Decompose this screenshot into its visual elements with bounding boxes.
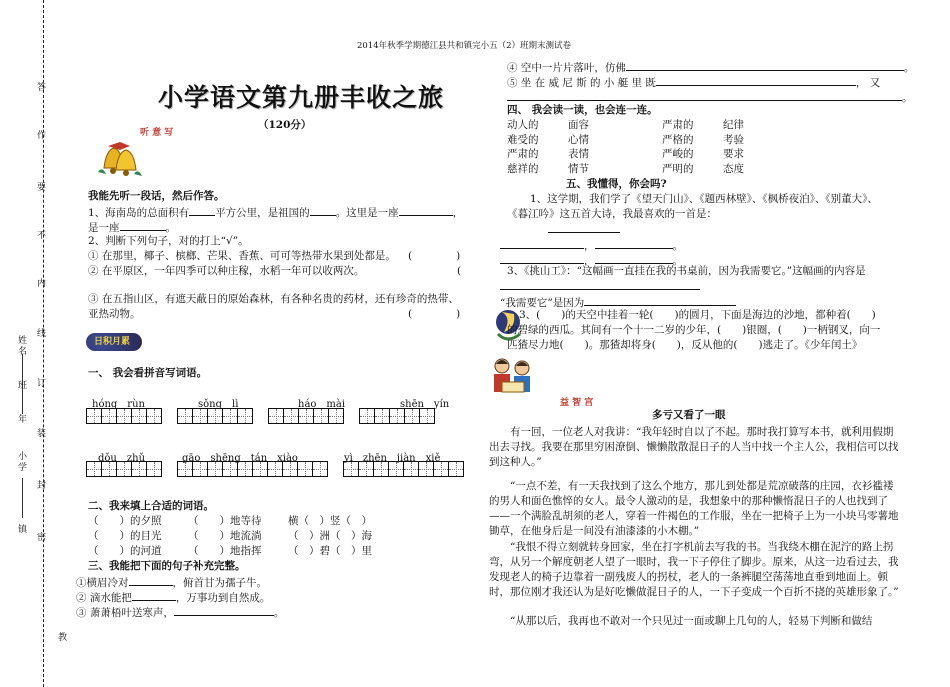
complete-l4: ④ 空中一片片落叶，仿佛 。	[507, 59, 914, 75]
pinyin-2-2: gāo shēng tán xiào	[182, 453, 298, 464]
side-char-xian: 线	[37, 329, 47, 339]
listen-s1: ① 在那里，椰子、槟榔、芒果、香蕉、可可等热带水果到处都是。	[88, 250, 396, 262]
side-ban: 班	[18, 381, 28, 391]
reading-title: 多亏又看了一眼	[652, 409, 726, 421]
q1-blank-status[interactable]	[310, 204, 336, 216]
reading-children-icon	[488, 356, 538, 398]
poem-blanks-row1: ， 。	[500, 237, 683, 253]
q1-text-a: 1、海南岛的总面积有	[88, 207, 190, 219]
complete-blank-5a[interactable]	[656, 74, 856, 86]
complete-l5-cont: 。	[507, 89, 913, 105]
fill-c1-2[interactable]: （ ）的目光	[88, 530, 162, 542]
understand-q1a: 1、这学期，我们学了《望天门山》、《题西林壁》、《枫桥夜泊》、《别董大》、	[530, 193, 878, 205]
pinyin-2-1: dǒu zhǔ	[98, 453, 146, 464]
side-char-ding: 订	[37, 379, 47, 389]
side-nian: 年	[18, 415, 28, 425]
q3-blank-reason[interactable]	[584, 294, 736, 306]
fill-c2-3[interactable]: （ ）地指挥	[188, 545, 262, 557]
connect-heading: 四、 我会读一读，也会连一连。	[507, 104, 658, 116]
listen-s2: ② 在平原区，一年四季可以种庄稼，水稻一年可以收两次。	[88, 265, 365, 277]
complete-l5: ⑤ 坐 在 威 尼 斯 的 小 艇 里 既 ， 又	[507, 74, 880, 90]
side-char-mi: 密	[37, 533, 47, 543]
q1-text-d: ，	[452, 207, 464, 219]
listen-heading: 我能先听一段话，然后作答。	[88, 190, 225, 202]
listen-q2: 2、判断下列句子，对的打上“√”。	[88, 235, 249, 247]
poem-blank-4[interactable]	[595, 252, 673, 264]
connect-left1: 动人的 难受的 严肃的 慈祥的	[507, 119, 539, 175]
reading-paragraph-3: “我恨不得立刻就转身回家，坐在打字机前去写我的书。当我绕木棚在泥泞的路上拐弯，从另一个解度朝老人望了一眼时，我一下子停住了脚步。原来，从这一边看过去，我发现老人的椅子边靠着一副残废人的拐杖，老人的一条裤腿空荡荡地直垂到地面上。顿时，那位刚才我还认为是好吃懒做混日子的人，一下子变成一个百折不挠的英雄形象了。”	[489, 541, 899, 598]
fill-c1-3[interactable]: （ ）的河道	[88, 545, 162, 557]
reading-paragraph-4: “从那以后，我再也不敢对一个只见过一面或聊上几句的人，轻易下判断和做结	[510, 615, 873, 627]
writing-boxes-row1[interactable]	[86, 408, 434, 424]
q1-blank-type1[interactable]	[399, 204, 453, 216]
s3-answer-paren[interactable]: ( )	[408, 308, 461, 320]
page-title: 小学语文第九册丰收之旅	[158, 83, 445, 112]
q1-text-b: 平方公里，是祖国的	[215, 207, 310, 219]
fill-c1-1[interactable]: （ ）的夕照	[88, 515, 162, 527]
q1-text-e: 是一座	[88, 222, 120, 234]
listen-q1-line1	[88, 204, 463, 220]
fill-c3-2[interactable]: （ ）洲（ ）海	[288, 530, 372, 542]
complete-blank-3[interactable]	[174, 604, 274, 616]
understand-q3b: “我需要它”是因为	[500, 294, 736, 310]
connect-left2: 面容 心情 表情 情节	[568, 119, 589, 175]
listen-q1-line2	[88, 219, 176, 235]
listen-badge: 听 意 写	[140, 128, 174, 138]
understand-q3a: 3、《挑山工》：“这幅画一直挂在我的书桌前，因为我需要它。”这幅画的内容是	[507, 265, 866, 277]
side-char-q: 作	[37, 131, 47, 141]
side-char-feng: 封	[37, 481, 47, 491]
complete-heading: 三、我能把下面的句子补充完整。	[88, 560, 246, 572]
understand-q1b: 《暮江吟》这五首大诗，我最喜欢的一首是：	[507, 208, 717, 220]
school-line	[22, 478, 23, 518]
s1-answer-paren[interactable]: ( )	[408, 250, 461, 262]
q1-text-f: 。	[165, 222, 176, 234]
s2-answer-paren[interactable]: (	[457, 265, 462, 277]
poem-blanks-row2: ， 。	[500, 252, 683, 268]
pinyin-1-1: hóng rùn	[92, 399, 145, 410]
poem-blank-2[interactable]	[595, 237, 673, 249]
side-char-yao: 要	[37, 183, 47, 193]
fill-c3-1[interactable]: 横（ ）竖（ ）	[288, 515, 372, 527]
side-xiaoxue: 小学	[18, 452, 28, 473]
complete-blank-2[interactable]	[132, 589, 176, 601]
pinyin-1-2: sǒng lì	[198, 399, 239, 410]
binding-line	[43, 0, 44, 687]
score-label: （120分）	[258, 119, 312, 131]
understand-q4c: 匹猹尽力地( )。那猹却将身( )，反从他的( )逃走了。《少年闰土》	[507, 339, 863, 351]
pinyin-2-3: yì zhēn jiàn xiě	[344, 453, 441, 464]
reading-paragraph-1: 有一回，一位老人对我讲：“我年轻时自以了不起。那时我打算写本书，就利用假期出去寻找。我要在那里穷困潦倒、懒懒散散混日子的人当中找一个主人公，我相信可以找到这种人。”	[489, 426, 899, 468]
side-char-nei: 内	[37, 279, 47, 289]
poem-blank-1[interactable]	[500, 237, 584, 249]
connect-right1: 严肃的 严格的 严峻的 严明的	[662, 119, 694, 175]
understand-heading: 五、我懂得，你会吗?	[566, 178, 667, 190]
reading-badge: 益 智 宫	[560, 398, 594, 408]
favorite-poem-blank[interactable]	[548, 232, 620, 233]
side-char-bu: 不	[37, 231, 47, 241]
complete-l2: ② 滴水能把 ，万事功到自然成。	[76, 589, 270, 605]
fill-words-heading: 二、我来填上合适的词语。	[88, 500, 214, 512]
understand-q4a: 3、( )的天空中挂着一轮( )的圆月，下面是海边的沙地，都种着( )	[519, 309, 876, 321]
fill-c2-2[interactable]: （ ）地流淌	[188, 530, 262, 542]
q1-blank-area[interactable]	[189, 204, 215, 216]
pinyin-1-3: háo mài	[298, 399, 346, 410]
accumulate-badge: 日积月累	[86, 333, 142, 351]
exam-header: 2014年秋季学期德江县共和镇完小五（2）班期末测试卷	[357, 41, 572, 51]
bells-icon	[94, 138, 144, 182]
complete-l3: ③ 萧萧梧叶送寒声， 。	[76, 604, 284, 620]
understand-q4b: 的碧绿的西瓜。其间有一个十一二岁的少年，( )银圈，( )一柄钢叉，向一	[507, 324, 881, 336]
listen-s3b: 亚热动物。	[88, 308, 141, 320]
complete-l1: ①横眉冷对 ，俯首甘为孺子牛。	[76, 574, 267, 590]
side-name-label: 姓名	[18, 336, 28, 357]
q1-blank-type2[interactable]	[120, 219, 166, 231]
reading-paragraph-2: “一点不差，有一天我找到了这么个地方，那儿到处都是荒凉破落的庄园，衣衫褴褛的男人和面色憔悴的女人。最令人激动的是，我想象中的那种懒惰混日子的人也找到了——一个满脸乱胡须的老人，穿着一件褐色的工作服，坐在一把椅子上为一小块马零薯地锄草，在他身后是一间没有油漆漆的小木棚。”	[489, 480, 899, 537]
q3-blank-content[interactable]	[500, 289, 700, 290]
complete-blank-4[interactable]	[626, 59, 904, 71]
listen-s3a: ③ 在五指山区，有遮天蔽日的原始森林，有各种名贵的药材，还有珍奇的热带、	[88, 293, 459, 305]
poem-blank-3[interactable]	[500, 252, 584, 264]
side-char-zhuang: 装	[37, 429, 47, 439]
side-jiao: 教	[58, 633, 68, 643]
writing-boxes-row2[interactable]	[86, 461, 463, 477]
complete-blank-1[interactable]	[129, 574, 173, 586]
q1-text-c: 。这里是一座	[335, 207, 399, 219]
complete-blank-5b[interactable]	[507, 89, 902, 101]
side-zhen: 镇	[18, 525, 28, 535]
pinyin-1-4: shēn yín	[400, 399, 450, 410]
fill-c3-3[interactable]: （ ）碧（ ）里	[288, 545, 372, 557]
connect-right2: 纪律 考验 要求 态度	[723, 119, 744, 175]
pinyin-heading: 一、 我会看拼音写词语。	[88, 367, 208, 379]
fill-c2-1[interactable]: （ ）地等待	[188, 515, 262, 527]
side-char-answer: 答	[37, 83, 47, 93]
